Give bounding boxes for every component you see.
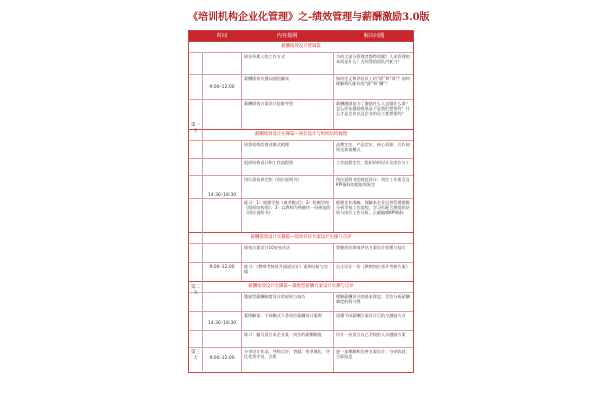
- section-title: 薪酬绩效设计逻辑篇: [189, 41, 413, 52]
- document-title: 《培训机构企业化管理》之-绩效管理与薪酬激励3.0版: [188, 12, 430, 23]
- table-header: [189, 31, 413, 41]
- row-solution: 岗位说明书的规范设计；岗位工作要点及KPI指标的提取和界定: [333, 176, 415, 198]
- table-row: [189, 243, 413, 262]
- header-time: 时间: [216, 33, 228, 39]
- time-slot: 14:30–18:30: [207, 321, 237, 326]
- row-solution: 设计一份适合自己学校的人员激励方案: [333, 331, 415, 347]
- row-content: 薪酬绩效方案设计思维导图: [241, 100, 333, 129]
- row-content: 练习：《教师考核晋升通道设计》案例分析与实操: [241, 263, 333, 281]
- row-content: 练习：1）梳理学校《商业模式》；2）绘制学校《组织结构图》；3）以教师为例制作一份规范的《岗位说明书》: [241, 199, 333, 232]
- section-title: 薪酬绩效设计实操篇—绩效评估方案设计实操与点评: [189, 232, 413, 243]
- row-solution: 读懂不同薪酬方案设计目的与激励方式: [333, 312, 415, 330]
- table-row: [189, 292, 413, 311]
- table-row: [189, 52, 413, 74]
- day-label: 第一天: [189, 53, 203, 245]
- row-solution: 理解薪酬设计的基本理念，学会分析薪酬制度的利与弊: [333, 293, 415, 311]
- row-content: 薪酬绩效关键词通俗解读: [241, 75, 333, 99]
- schedule-table: [188, 30, 414, 373]
- table-row: [189, 99, 413, 129]
- table-row: [189, 198, 413, 232]
- table-row: [189, 330, 413, 347]
- row-content: 分享设计作品、导师点评，答疑；毕业典礼：评比优秀学员，合影: [241, 348, 333, 372]
- section-title: 薪酬绩效设计实操篇—岗位设计与组织结构梳理: [189, 129, 413, 140]
- row-content: 练习：编写适合本企业某一岗位的薪酬制度: [241, 331, 333, 347]
- row-solution: 薪酬激励是为了激励什么人去做什么事？怎么评估激励效果是不是我们想要的？什么才是企业以及企业的员工都想要的？: [333, 100, 415, 129]
- row-content: 培训机构的商业模式梳理: [241, 141, 333, 158]
- row-solution: 梳理企业战略，理解本企业运营管理逻辑分析学校工作流程，学习匹配合理组织结构与岗位工作分析，正确编制KPI指标: [333, 199, 415, 232]
- day-label: 第二天: [189, 245, 203, 347]
- row-solution: 进一步理解和完善方案设计；分享收获，合影留念: [333, 348, 415, 372]
- header-content: 内容提纲: [276, 33, 298, 39]
- section-title: 薪酬绩效设计实操篇—激励型薪酬方案设计实操与点评: [189, 281, 413, 292]
- header-solution: 解决问题: [363, 33, 385, 39]
- time-slot: 9:00–12:00: [209, 265, 235, 270]
- row-content: 岗位责权界定和《岗位说明书》: [241, 176, 333, 198]
- time-slot: 9:00–12:00: [209, 85, 235, 90]
- row-content: 激励型薪酬制度设计的原则与技巧: [241, 293, 333, 311]
- row-content: 案例解读：不同模式下各岗位薪酬设计案例: [241, 312, 333, 330]
- document-page: [188, 8, 430, 398]
- time-slot: 9:00–12:00: [209, 356, 235, 361]
- row-solution: 自主设计一份《教师岗位晋升考核方案》: [333, 263, 415, 281]
- row-solution: 如何定义和评估员工的“绩”和“效”？如何理解和匹配好的“薪”和“酬”？: [333, 75, 415, 99]
- row-solution: 掌握岗位绩效评估方案设计原理与技巧: [333, 244, 415, 262]
- table-row: [189, 140, 413, 158]
- day-label: 第三天: [189, 347, 203, 371]
- row-content: 组织结构设计和工作流程图: [241, 159, 333, 175]
- row-content: 职业经理人的工作方式: [241, 53, 333, 74]
- row-content: 绩效方案设计10步连环法: [241, 244, 333, 262]
- header-day: [189, 31, 203, 41]
- row-solution: 为何大部分管理者都特别累？人本管理的本质是什么？为何我的团队内耗力？: [333, 53, 415, 74]
- table-row: [189, 158, 413, 175]
- time-slot: 14:30–18:30: [207, 193, 237, 198]
- row-solution: 品牌定位、产品定位、核心资源、合作网络及获客模式: [333, 141, 415, 158]
- row-solution: 工作流程定位、组织结构设计及岗位分工: [333, 159, 415, 175]
